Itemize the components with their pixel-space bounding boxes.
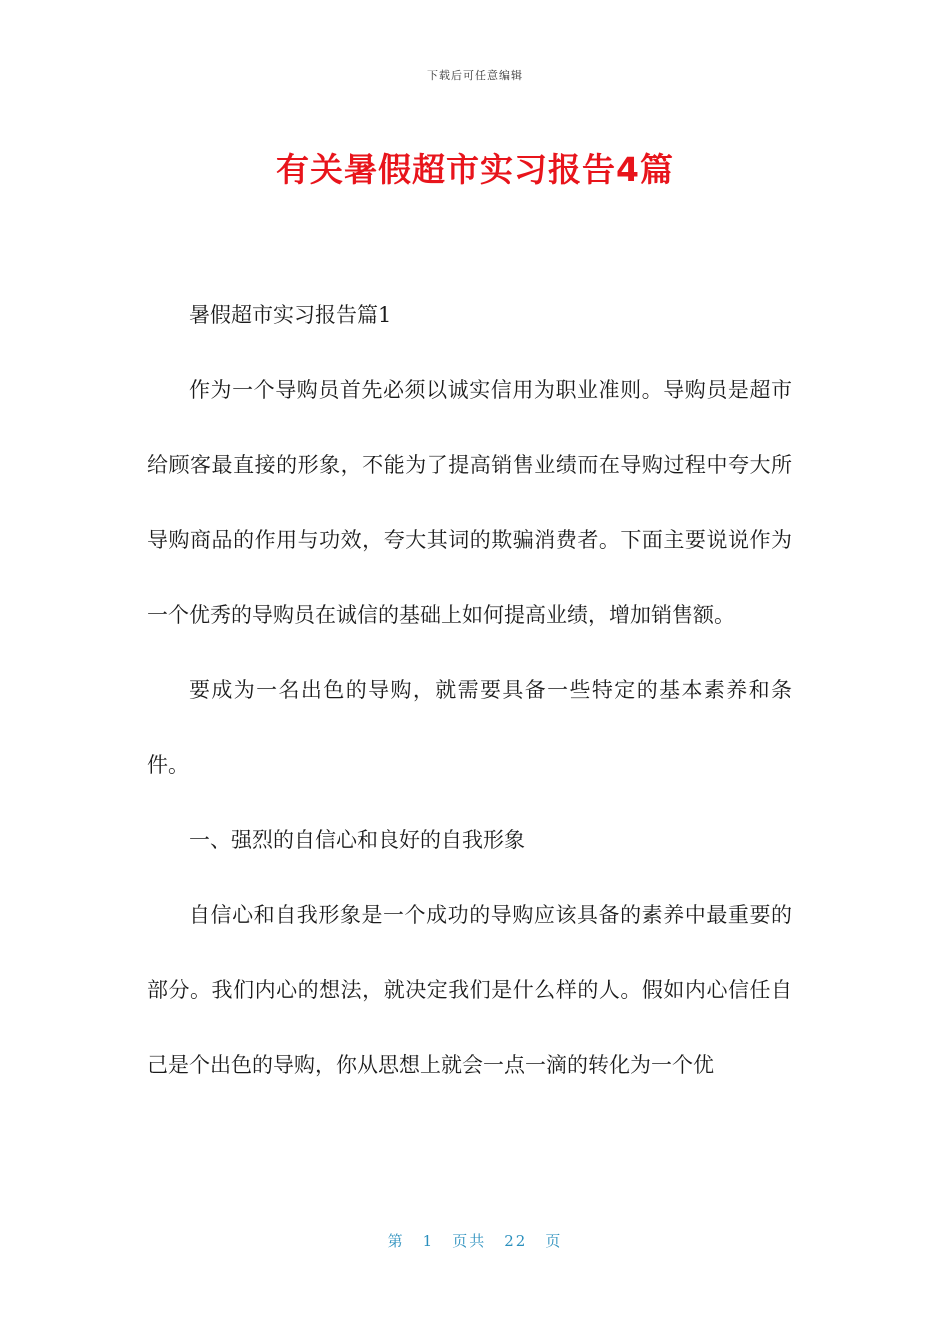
current-page-number: 1	[422, 1232, 435, 1250]
body-paragraph: 自信心和自我形象是一个成功的导购应该具备的素养中最重要的部分。我们内心的想法，就决定我们是什么样的人。假如内心信任自己是个出色的导购，你从思想上就会一点一滴的转化为一个优	[147, 903, 792, 1077]
footer-mid: 页共	[452, 1232, 487, 1250]
document-title: 有关暑假超市实习报告4篇	[276, 150, 674, 189]
total-pages-number: 22	[504, 1232, 528, 1250]
section-title-paragraph: 暑假超市实习报告篇1	[189, 303, 392, 327]
body-paragraph: 要成为一名出色的导购，就需要具备一些特定的基本素养和条件。	[147, 678, 792, 777]
header-note: 下载后可任意编辑	[427, 69, 523, 82]
footer-suffix: 页	[545, 1232, 563, 1250]
page-footer	[0, 1230, 950, 1251]
section-heading: 一、强烈的自信心和良好的自我形象	[189, 828, 525, 852]
body-paragraph: 作为一个导购员首先必须以诚实信用为职业准则。导购员是超市给顾客最直接的形象，不能为了提高销售业绩而在导购过程中夸大所导购商品的作用与功效，夸大其词的欺骗消费者。下面主要说说作为一个优秀的导购员在诚信的基础上如何提高业绩，增加销售额。	[147, 378, 792, 627]
footer-prefix: 第	[387, 1232, 405, 1250]
document-body	[147, 278, 792, 1103]
